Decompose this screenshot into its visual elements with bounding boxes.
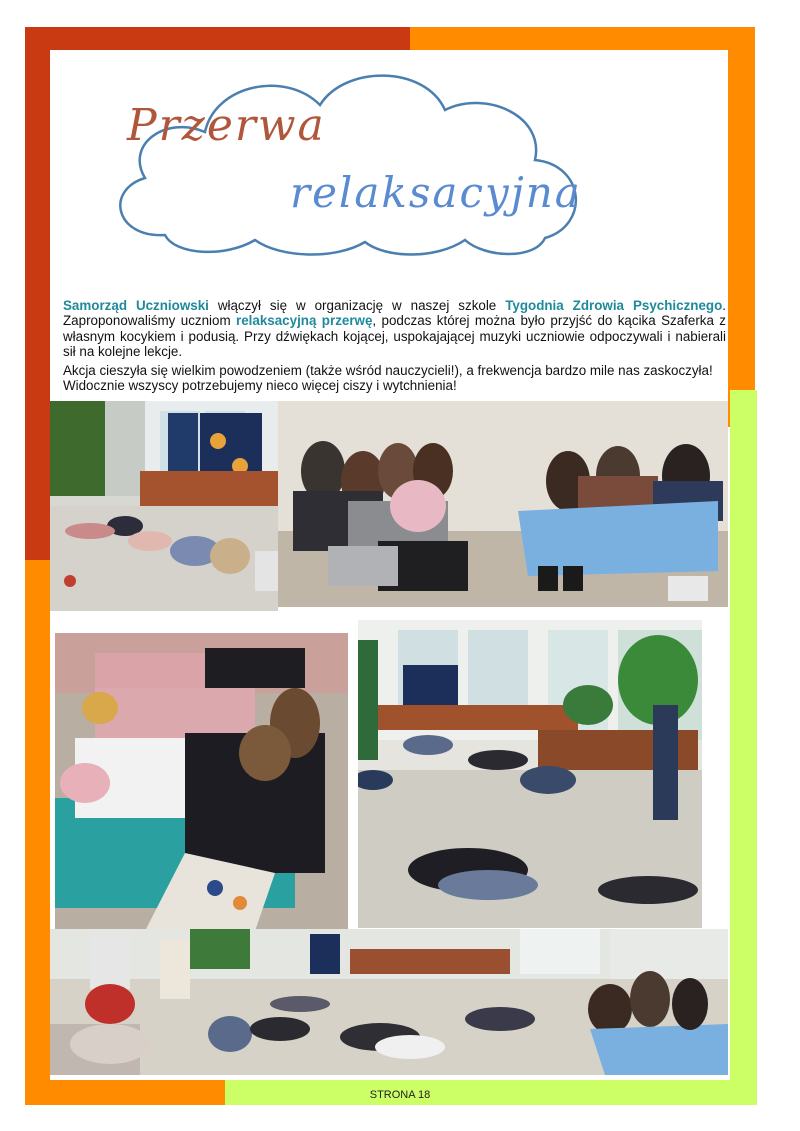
break-name: relaksacyjną przerwę	[236, 313, 373, 329]
page-number: STRONA 18	[369, 1089, 431, 1101]
event-name: Tygodnia Zdrowia Psychicznego	[505, 298, 723, 313]
frame-green-right	[730, 390, 757, 1105]
photo-hall-window	[358, 620, 702, 928]
article-paragraph-2: Akcja cieszyła się wielkim powodzeniem (także wśród nauczycieli!), a frekwencja bardzo mile nas zaskoczyła! Widocznie wszyscy potrzebujemy nieco więcej ciszy i wytchnienia!	[63, 362, 713, 394]
article-text	[63, 298, 726, 396]
frame-orange-top	[410, 27, 755, 51]
article-paragraph-1: Samorząd Uczniowski włączył się w organizację w naszej szkole Tygodnia Zdrowia Psychicznego. Zaproponowaliśmy uczniom relaksacyjną przerwę, podczas której można było przyjść do kącika Szaferka z własnym kocykiem i podusią. Przy dźwiękach kojącej, uspokajającej muzyki uczniowie odpoczywali i nabierali sił na kolejne lekcje.	[63, 298, 726, 360]
title-line1: Przerwa	[127, 100, 326, 151]
title-cloud	[105, 60, 590, 265]
frame-orange-left	[25, 560, 50, 1105]
photo-corridor-students	[50, 401, 278, 611]
title-line2: relaksacyjna	[290, 168, 582, 217]
frame-red-left	[25, 27, 50, 597]
photo-lying-on-mats	[55, 633, 348, 931]
photo-wide-panorama	[50, 929, 728, 1075]
org-name: Samorząd Uczniowski	[63, 298, 209, 313]
frame-orange-right	[728, 27, 755, 427]
photo-girls-blanket	[278, 401, 728, 607]
